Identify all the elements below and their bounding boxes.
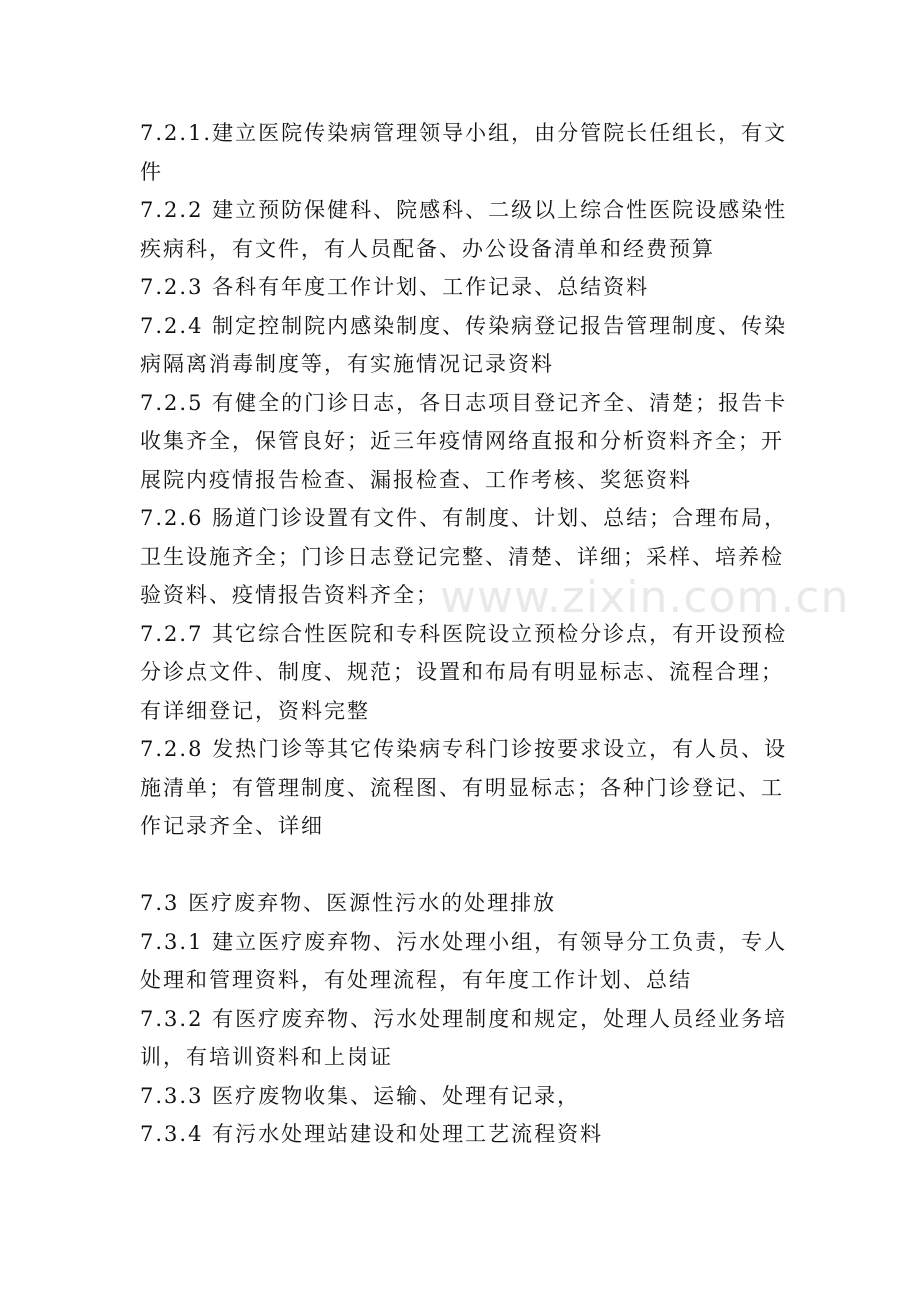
text-line: 7.3.1 建立医疗废弃物、污水处理小组，有领导分工负责，专人 [140,929,788,954]
text-line: 7.3.2 有医疗废弃物、污水处理制度和规定，处理人员经业务培 [140,1006,788,1031]
text-line: 7.3.4 有污水处理站建设和处理工艺流程资料 [140,1122,604,1146]
text-line: 分诊点文件、制度、规范；设置和布局有明显标志、流程合理； [140,660,784,684]
text-line: 卫生设施齐全；门诊日志登记完整、清楚、详细；采样、培养检 [140,544,784,569]
text-line: 7.2.7 其它综合性医院和专科医院设立预检分诊点，有开设预检 [140,621,788,646]
text-line: 收集齐全，保管良好；近三年疫情网络直报和分析资料齐全；开 [140,429,784,453]
text-line: 有详细登记，资料完整 [140,698,370,723]
watermark-text: www.zixin.com.cn [440,572,850,623]
text-line: 病隔离消毒制度等，有实施情况记录资料 [140,352,554,376]
text-line: 疾病科，有文件，有人员配备、办公设备清单和经费预算 [140,236,715,261]
text-line: 7.2.8 发热门诊等其它传染病专科门诊按要求设立，有人员、设 [140,737,788,761]
text-line: 7.2.5 有健全的门诊日志，各日志项目登记齐全、清楚；报告卡 [140,390,788,415]
text-line: 7.3.3 医疗废物收集、运输、处理有记录， [140,1083,581,1108]
text-line: 作记录齐全、详细 [140,814,324,838]
text-line: 施清单；有管理制度、流程图、有明显标志；各种门诊登记、工 [140,775,784,800]
text-line: 7.2.3 各科有年度工作计划、工作记录、总结资料 [140,275,650,299]
text-line: 7.2.1.建立医院传染病管理领导小组，由分管院长任组长，有文 [140,121,788,145]
text-line: 处理和管理资料，有处理流程，有年度工作计划、总结 [140,968,692,992]
text-line: 训，有培训资料和上岗证 [140,1045,393,1069]
text-line: 件 [140,159,163,184]
section-heading: 7.3 医疗废弃物、医源性污水的处理排放 [140,891,557,915]
text-line: 7.2.4 制定控制院内感染制度、传染病登记报告管理制度、传染 [140,313,788,338]
text-line: 验资料、疫情报告资料齐全； [140,583,439,607]
paragraph-gap [140,846,782,885]
text-line: 7.2.6 肠道门诊设置有文件、有制度、计划、总结；合理布局， [140,506,788,530]
text-line: 7.2.2 建立预防保健科、院感科、二级以上综合性医院设感染性 [140,198,788,222]
text-line: 展院内疫情报告检查、漏报检查、工作考核、奖惩资料 [140,467,692,492]
document-body [140,114,788,1154]
